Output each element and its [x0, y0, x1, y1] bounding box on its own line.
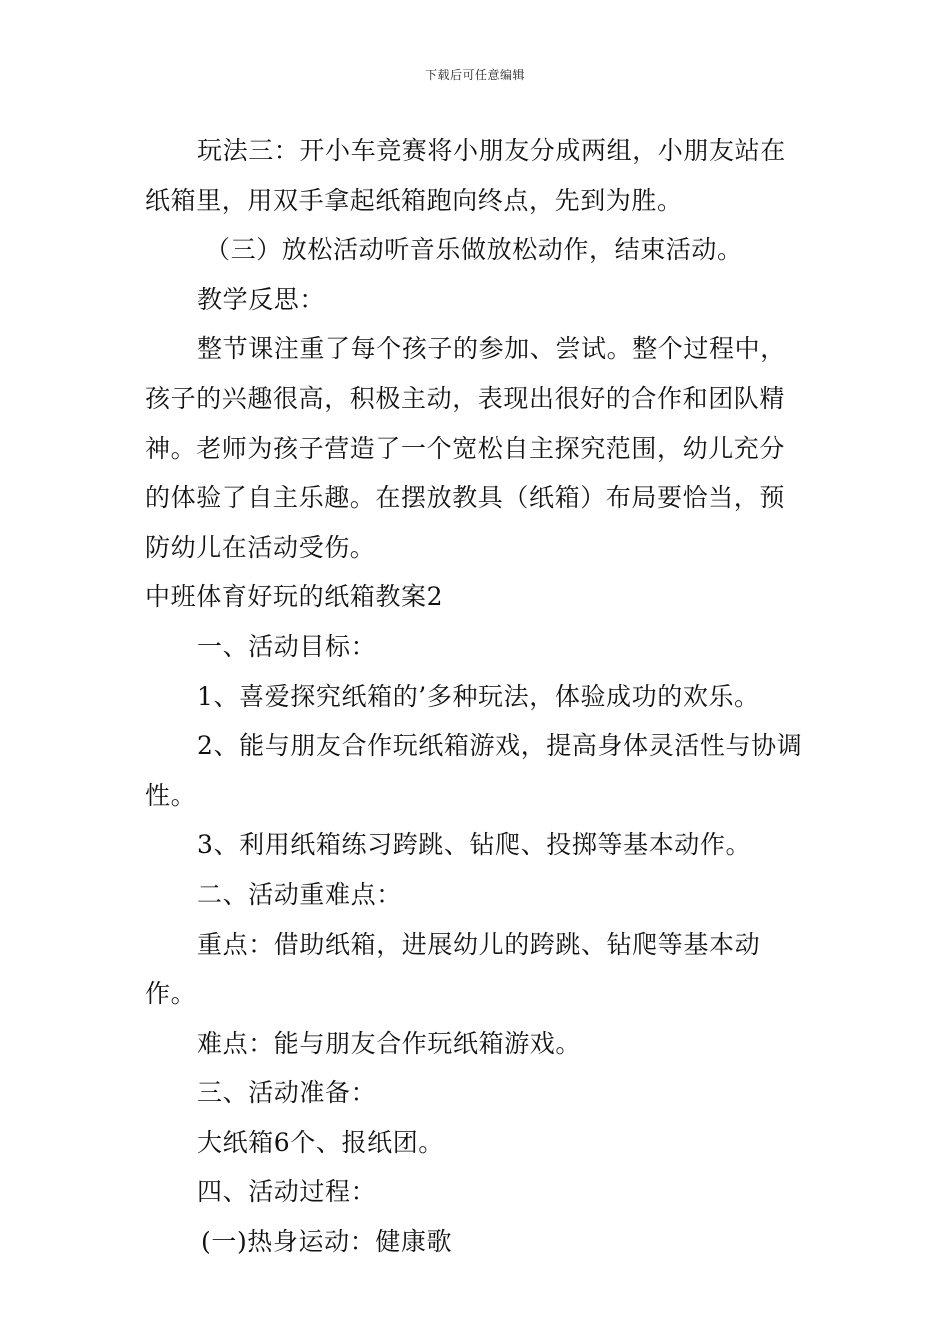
document-body — [145, 126, 810, 1267]
paragraph: 2、能与朋友合作玩纸箱游戏，提高身体灵活性与协调性。 — [145, 731, 803, 810]
paragraph: 四、活动过程： — [197, 1177, 377, 1207]
paragraph: (一)热身运动：健康歌 — [201, 1227, 453, 1257]
section-title: 中班体育好玩的纸箱教案2 — [145, 582, 444, 612]
paragraph: 难点：能与朋友合作玩纸箱游戏。 — [197, 1028, 582, 1058]
paragraph: 重点：借助纸箱，进展幼儿的跨跳、钻爬等基本动作。 — [145, 929, 761, 1009]
paragraph: 大纸箱6个、报纸团。 — [197, 1127, 444, 1157]
paragraph: 3、利用纸箱练习跨跳、钻爬、投掷等基本动作。 — [197, 830, 752, 860]
paragraph: （三）放松活动听音乐做放松动作，结束活动。 — [205, 235, 743, 265]
paragraph: 二、活动重难点： — [197, 879, 402, 909]
paragraph: 1、喜爱探究纸箱的’多种玩法，体验成功的欢乐。 — [197, 681, 760, 711]
paragraph: 一、活动目标： — [197, 631, 377, 661]
paragraph: 整节课注重了每个孩子的参加、尝试。整个过程中，孩子的兴趣很高，积极主动，表现出很好的合作和团队精神。老师为孩子营造了一个宽松自主探究范围，幼儿充分的体验了自主乐趣。在摆放教具（纸箱）布局要恰当，预防幼儿在活动受伤。 — [145, 334, 786, 562]
page-header-note: 下载后可任意编辑 — [424, 68, 525, 82]
paragraph: 玩法三：开小车竞赛将小朋友分成两组，小朋友站在纸箱里，用双手拿起纸箱跑向终点，先到为胜。 — [145, 136, 786, 215]
paragraph: 三、活动准备： — [197, 1078, 377, 1108]
paragraph: 教学反思： — [197, 284, 326, 314]
